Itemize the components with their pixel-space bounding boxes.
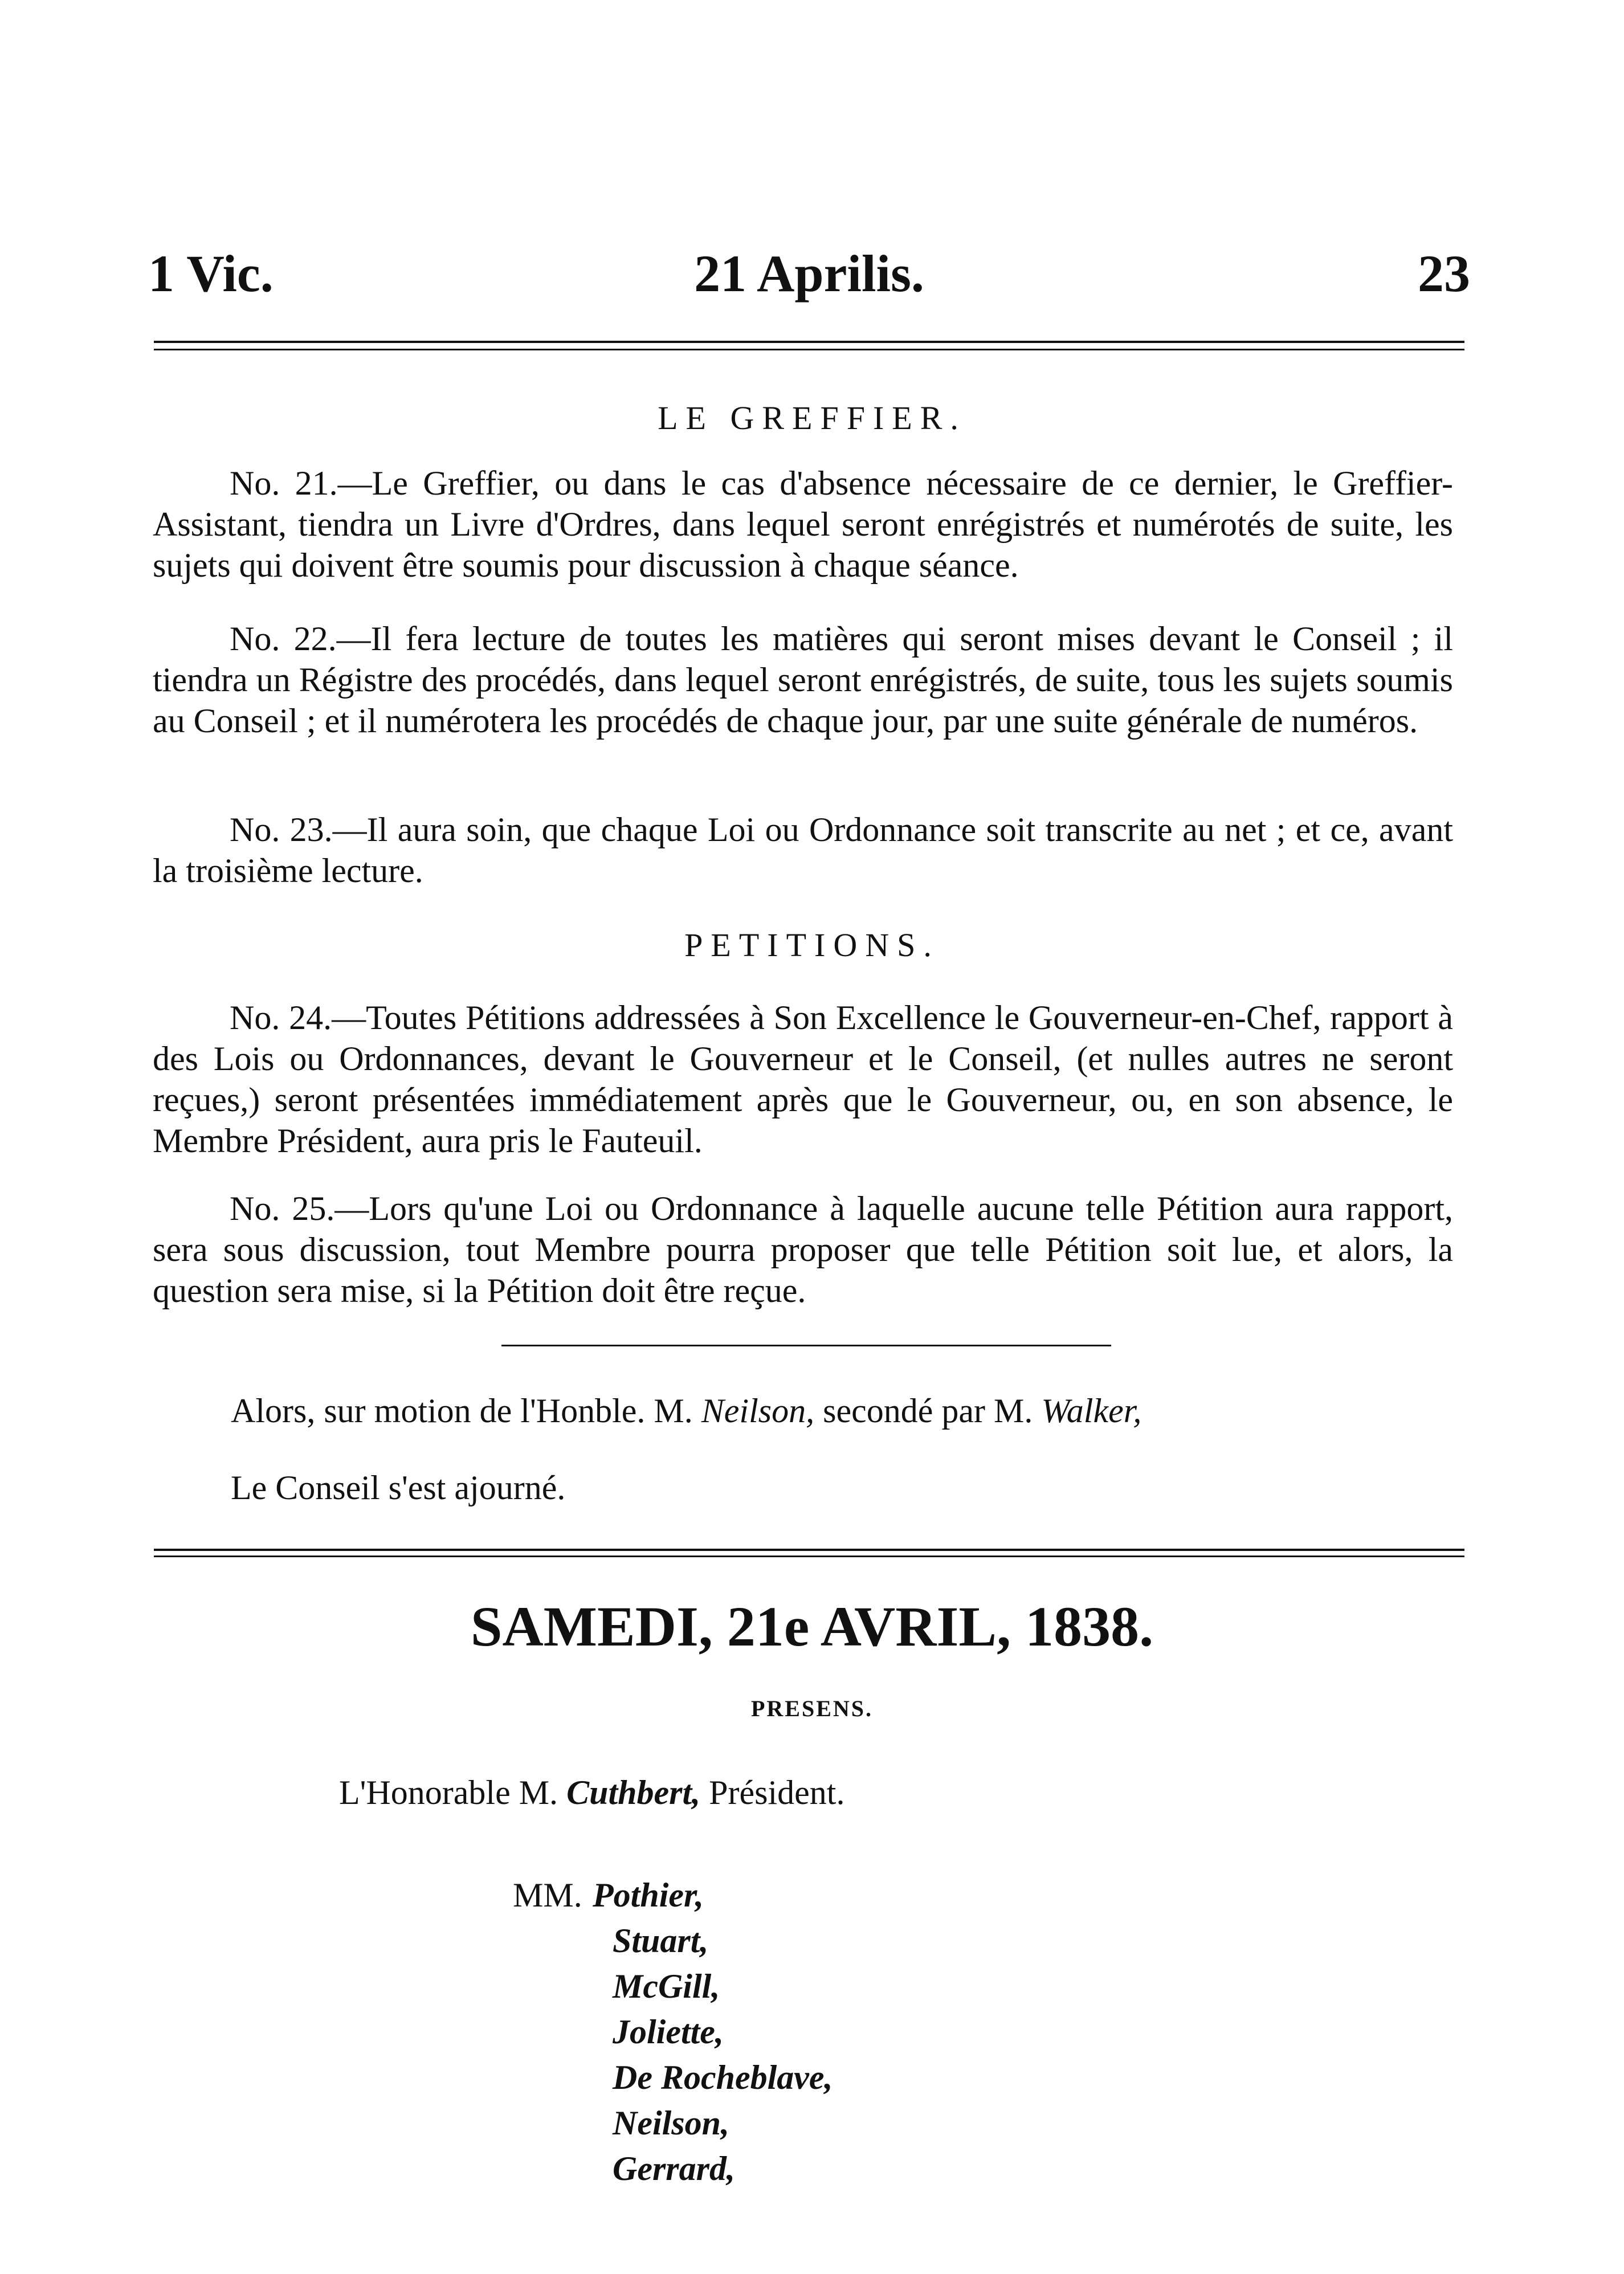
section-divider xyxy=(501,1345,1111,1346)
member-neilson: Neilson, xyxy=(613,2104,730,2142)
member-joliette: Joliette, xyxy=(613,2013,724,2051)
page-number: 23 xyxy=(1418,244,1470,303)
president-name: Cuthbert, xyxy=(566,1774,701,1811)
motion-line xyxy=(231,1390,1141,1431)
motion-mover: Neilson, xyxy=(701,1392,815,1430)
session-rule-bottom xyxy=(154,1556,1464,1557)
presens-label: PRESENS. xyxy=(750,1696,874,1721)
motion-seconder: Walker, xyxy=(1041,1392,1142,1430)
article-24: No. 24.—Toutes Pétitions addressées à Son Excellence le Gouverneur-en-Chef, rapport à des Lois ou Ordonnances, devant le Gouverneur et le Conseil, (et nulles autres ne seront reçues,) seront présentées immédiatement après que le Gouverneur, ou, en son absence, le Membre Président, aura pris le Fauteuil. xyxy=(153,999,1453,1160)
header-rule-bottom xyxy=(154,349,1464,350)
section-heading-greffier: LE GREFFIER. xyxy=(658,399,966,436)
member-mcgill: McGill, xyxy=(613,1967,720,2005)
session-rule-top xyxy=(154,1549,1464,1551)
article-23: No. 23.—Il aura soin, que chaque Loi ou Ordonnance soit transcrite au net ; et ce, avant la troisième lecture. xyxy=(153,811,1453,889)
president-suffix: Président. xyxy=(709,1774,845,1811)
president-prefix: L'Honorable M. xyxy=(339,1774,558,1811)
member-gerrard: Gerrard, xyxy=(613,2150,736,2187)
president-line xyxy=(339,1772,844,1813)
motion-middle: secondé par M. xyxy=(823,1392,1033,1430)
article-21: No. 21.—Le Greffier, ou dans le cas d'absence nécessaire de ce dernier, le Greffier-Assistant, tiendra un Livre d'Ordres, dans lequel seront enrégistrés et numérotés de suite, les sujets qui doivent être soumis pour discussion à chaque séance. xyxy=(153,464,1453,584)
header-date: 21 Aprilis. xyxy=(694,244,924,303)
running-head xyxy=(148,242,1470,305)
article-22: No. 22.—Il fera lecture de toutes les matières qui seront mises devant le Conseil ; il tiendra un Régistre des procédés, dans lequel seront enrégistrés, de suite, tous les sujets soumis au Conseil ; et il numérotera les procédés de chaque jour, par une suite générale de numéros. xyxy=(153,620,1453,740)
session-title: SAMEDI, 21e AVRIL, 1838. xyxy=(470,1595,1154,1658)
section-heading-petitions: PETITIONS. xyxy=(684,926,940,964)
motion-prefix: Alors, sur motion de l'Honble. M. xyxy=(231,1392,693,1430)
adjourned-line: Le Conseil s'est ajourné. xyxy=(231,1469,566,1507)
member-de-rocheblave: De Rocheblave, xyxy=(613,2059,833,2096)
header-regnal-year: 1 Vic. xyxy=(148,244,274,303)
header-rule-top xyxy=(154,341,1464,343)
member-pothier: Pothier, xyxy=(593,1876,704,1914)
members-label: MM. xyxy=(513,1876,582,1914)
article-25: No. 25.—Lors qu'une Loi ou Ordonnance à laquelle aucune telle Pétition aura rapport, sera sous discussion, tout Membre pourra proposer que telle Pétition soit lue, et alors, la question sera mise, si la Pétition doit être reçue. xyxy=(153,1190,1453,1309)
member-stuart: Stuart, xyxy=(613,1922,709,1959)
